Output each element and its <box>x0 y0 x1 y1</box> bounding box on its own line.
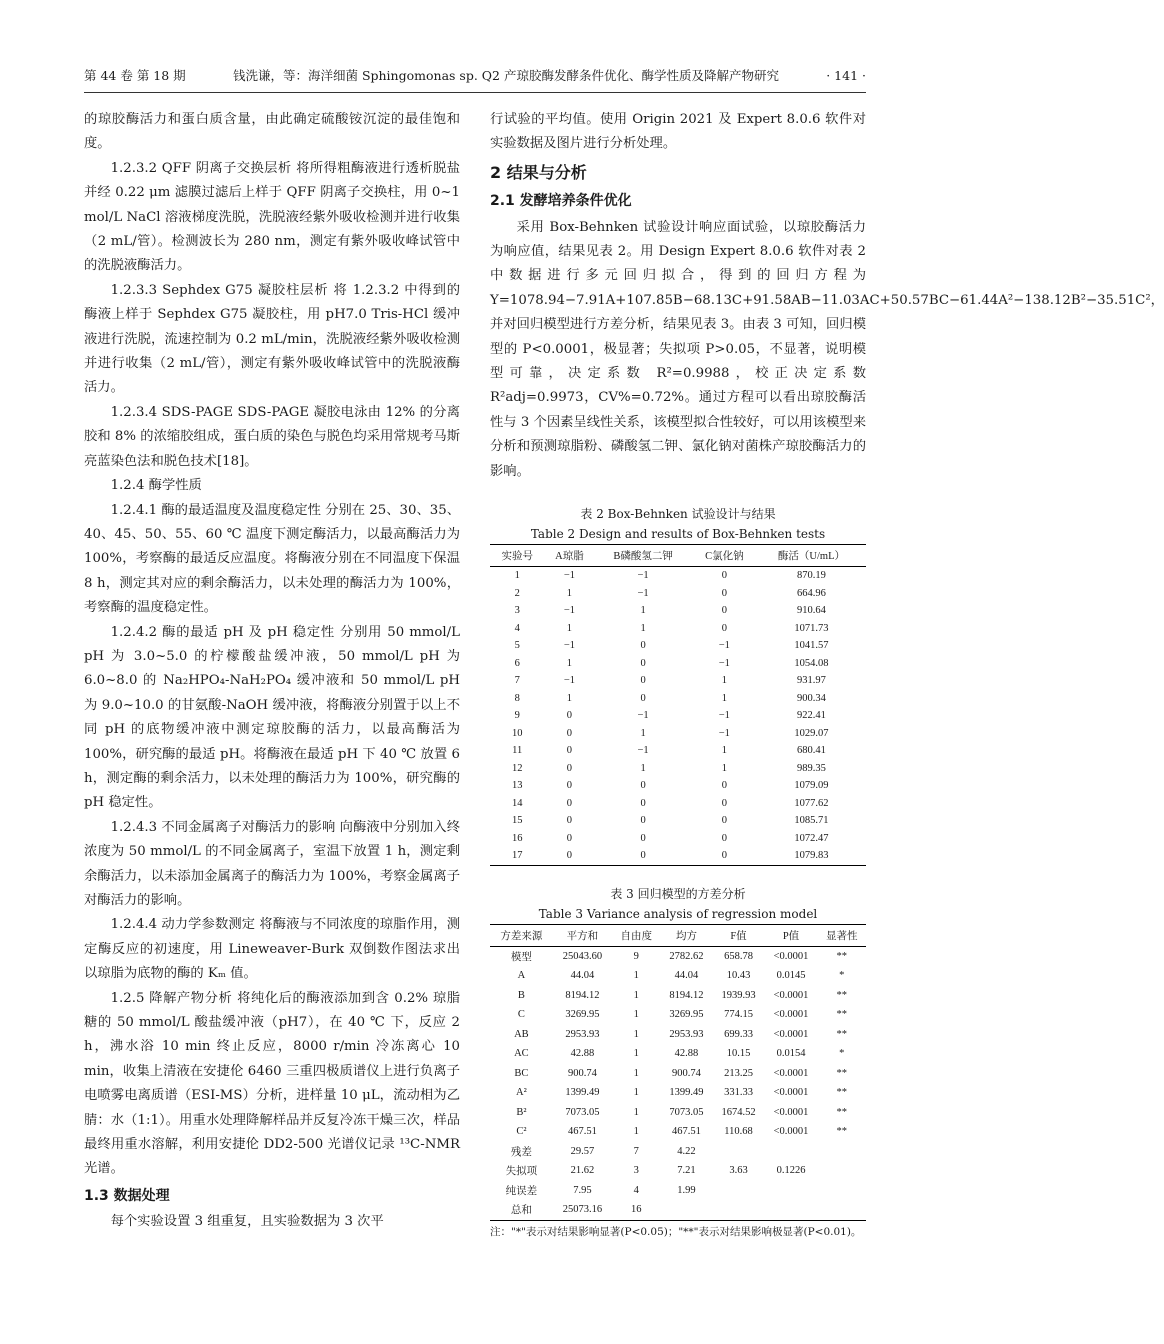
table-cell: 残差 <box>510 1146 532 1158</box>
table-cell: 42.88 <box>674 1048 699 1060</box>
table-cell: 467.51 <box>567 1126 597 1138</box>
table-cell: 1 <box>633 1048 639 1060</box>
table-cell: 1939.93 <box>721 989 756 1001</box>
table-cell: C² <box>516 1126 527 1138</box>
table-cell: −1 <box>718 727 730 739</box>
table-cell: 25043.60 <box>562 950 603 962</box>
table-cell: 5 <box>514 640 520 652</box>
header-page-number: · 141 · <box>826 67 866 83</box>
table-cell: 0 <box>721 587 727 599</box>
table-cell: <0.0001 <box>773 1126 809 1138</box>
table-cell: 1077.62 <box>794 797 829 809</box>
table-row <box>490 1064 866 1084</box>
table-cell: 1 <box>633 1067 639 1079</box>
table-cell: −1 <box>563 640 575 652</box>
table-cell: ** <box>836 1126 847 1138</box>
table-2 <box>490 544 866 866</box>
table3-header: 均方 <box>660 924 712 946</box>
table-cell: 774.15 <box>724 1009 753 1021</box>
table-cell: 7 <box>514 675 520 687</box>
table-cell: 699.33 <box>724 1028 753 1040</box>
table-cell: 1 <box>566 657 573 669</box>
table-cell: 1674.52 <box>721 1106 756 1118</box>
table-cell: 0 <box>566 780 573 792</box>
table-cell: 7.21 <box>677 1165 696 1177</box>
table-cell: 7073.05 <box>565 1106 600 1118</box>
paragraph: 1.2.5 降解产物分析 将纯化后的酶液添加到含 0.2% 琼脂糖的 50 mmol/L 酸盐缓冲液（pH7），在 40 ℃ 下，反应 2 h，沸水浴 10 min 终止反应，8000 r/min 冷冻离心 10 min，收集上清液在安捷伦 6460 三重四极质谱仪上进行负离子电喷雾电离质谱（ESI-MS）分析，进样量 10 μL，流动相为乙腈：水（1:1）。用重水处理降解样品并反复冷冻干燥三次，样品最终用重水溶解，利用安捷伦 DD2-500 光谱仪记录 ¹³C-NMR 光谱。 <box>84 990 460 1177</box>
table-cell: −1 <box>718 710 730 722</box>
table-cell: 3 <box>633 1165 639 1177</box>
table-cell: 0 <box>640 832 646 844</box>
left-column <box>84 108 460 1235</box>
paragraph: 1.2.3.2 QFF 阴离子交换层析 将所得粗酶液进行透析脱盐并经 0.22 μm 滤膜过滤后上样于 QFF 阴离子交换柱，用 0~1 mol/L NaCl 溶液梯度洗脱，洗脱液经紫外吸收检测并进行收集（2 mL/管）。检测波长为 280 nm，测定有紫外吸收峰试管中的洗脱液酶活力。 <box>84 160 460 274</box>
table3-header: 显著性 <box>818 924 867 946</box>
table-cell: 1054.08 <box>794 657 829 669</box>
table-row <box>490 760 866 778</box>
section-heading-1-3: 1.3 数据处理 <box>84 1187 170 1204</box>
table-cell: C <box>517 1009 525 1021</box>
table-cell: 1 <box>721 745 727 757</box>
table-cell: 11 <box>512 745 523 757</box>
table-cell: 0 <box>721 780 727 792</box>
table-cell: 12 <box>511 762 523 774</box>
table2-header: C氯化钠 <box>692 545 757 567</box>
table-row <box>490 1181 866 1201</box>
table-cell: <0.0001 <box>773 1009 809 1021</box>
table-row <box>490 567 866 585</box>
table-cell: 0 <box>640 675 646 687</box>
table-row <box>490 655 866 673</box>
table-cell: 42.88 <box>570 1048 595 1060</box>
table-cell: 658.78 <box>724 950 753 962</box>
paragraph: 行试验的平均值。使用 Origin 2021 及 Expert 8.0.6 软件对实验数据及图片进行分析处理。 <box>490 112 866 152</box>
table-cell: 1 <box>633 1028 639 1040</box>
table-cell: 6 <box>514 657 520 669</box>
table-row <box>490 1005 866 1025</box>
table-cell: 0 <box>640 780 646 792</box>
table-cell <box>713 1142 765 1162</box>
table-cell: 纯误差 <box>505 1185 538 1197</box>
table-cell: −1 <box>637 570 649 582</box>
table-cell: 870.19 <box>797 570 826 582</box>
table-cell: B <box>517 989 525 1001</box>
table-cell: 1 <box>721 692 727 704</box>
paragraph: 1.2.3.3 Sephdex G75 凝胶柱层析 将 1.2.3.2 中得到的酶液上样于 Sephdex G75 凝胶柱，用 pH7.0 Tris-HCl 缓冲液进行洗脱，流速控制为 0.2 mL/min，洗脱液经紫外吸收检测并进行收集（2 mL/管），测定有紫外吸收峰试管中的洗脱液酶活力。 <box>84 282 460 396</box>
table-cell <box>765 1142 818 1162</box>
table-cell <box>818 1142 867 1162</box>
table-cell: −1 <box>718 640 730 652</box>
table-cell: 16 <box>511 832 523 844</box>
table-row <box>490 1142 866 1162</box>
table-cell: 7073.05 <box>669 1106 704 1118</box>
table-cell <box>818 1161 867 1181</box>
table-cell: −1 <box>637 710 649 722</box>
paragraph: 1.2.4.1 酶的最适温度及温度稳定性 分别在 25、30、35、40、45、50、55、60 ℃ 温度下测定酶活力，以最高酶活力为 100%，考察酶的最适反应温度。将酶液分别在不同温度下保温 8 h，测定其对应的剩余酶活力，以未处理的酶活力为 100%，考察酶的温度稳定性。 <box>84 502 460 616</box>
table-cell: 15 <box>511 815 523 827</box>
table-cell: 13 <box>511 780 523 792</box>
table-cell: 989.35 <box>797 762 826 774</box>
table-cell: <0.0001 <box>773 989 809 1001</box>
table-row <box>490 707 866 725</box>
table-cell: 0 <box>640 797 646 809</box>
table-row <box>490 946 866 966</box>
table-cell: 16 <box>612 1200 660 1220</box>
table-cell: 1085.71 <box>794 815 829 827</box>
table-cell: 1 <box>566 587 573 599</box>
table-cell: 1 <box>640 762 646 774</box>
table-cell <box>765 1200 818 1220</box>
table-row <box>490 966 866 986</box>
table-cell: 总和 <box>490 1200 553 1220</box>
table-cell <box>660 1200 712 1220</box>
table-cell: <0.0001 <box>773 950 809 962</box>
table-cell: 1399.49 <box>565 1087 600 1099</box>
paragraph: 1.2.4.3 不同金属离子对酶活力的影响 向酶液中分别加入终浓度为 50 mmol/L 的不同金属离子，室温下放置 1 h，测定剩余酶活力，以未添加金属离子的酶活力为 100%，考察金属离子对酶活力的影响。 <box>84 819 460 908</box>
table-cell: 900.74 <box>567 1067 597 1079</box>
table-cell: 7.95 <box>573 1184 592 1196</box>
table-cell: 8194.12 <box>565 989 600 1001</box>
table-cell: 0 <box>640 692 646 704</box>
table3-header: 自由度 <box>612 924 660 946</box>
table-cell: 680.41 <box>797 745 826 757</box>
table-row <box>490 672 866 690</box>
table-cell: 900.34 <box>797 692 826 704</box>
table-cell: 1072.47 <box>794 832 829 844</box>
table-row <box>490 637 866 655</box>
table-cell: 0 <box>640 657 646 669</box>
table-cell: 10.43 <box>726 970 751 982</box>
table3-header: 平方和 <box>553 924 612 946</box>
table-cell: 3269.95 <box>565 1009 600 1021</box>
table-cell: 0.0145 <box>776 970 806 982</box>
table-cell: 9 <box>633 950 639 962</box>
table-cell: 25073.16 <box>553 1200 612 1220</box>
table-cell <box>713 1181 765 1201</box>
table-cell: 1079.09 <box>794 780 829 792</box>
table2-caption-en: Table 2 Design and results of Box-Behnken tests <box>530 527 826 542</box>
table-row <box>490 1044 866 1064</box>
table-cell: 10.15 <box>726 1048 751 1060</box>
table-cell: ** <box>836 1106 847 1118</box>
table-cell: ** <box>836 989 847 1001</box>
table-cell: ** <box>836 1067 847 1079</box>
table-cell: 1 <box>566 622 573 634</box>
table3-header: 方差来源 <box>490 924 553 946</box>
table-cell: 664.96 <box>797 587 826 599</box>
table-cell: 1 <box>514 570 520 582</box>
table-cell: 0 <box>692 847 757 865</box>
table3-caption-cn: 表 3 回归模型的方差分析 <box>610 886 746 901</box>
table-cell: 1 <box>633 970 639 982</box>
table-row <box>490 742 866 760</box>
table-cell: −1 <box>563 605 575 617</box>
table-cell: 8 <box>514 692 520 704</box>
table-cell: 0 <box>721 605 727 617</box>
table-cell: 1 <box>633 1126 639 1138</box>
table-cell: 910.64 <box>797 605 826 617</box>
table-cell: 1 <box>633 1009 639 1021</box>
table-row <box>490 795 866 813</box>
table-row <box>490 812 866 830</box>
table-cell: 21.62 <box>570 1165 595 1177</box>
table-row <box>490 847 866 865</box>
table-row <box>490 986 866 1006</box>
table-cell: 8194.12 <box>669 989 704 1001</box>
table-cell: 2782.62 <box>669 950 704 962</box>
table-cell: 0 <box>566 762 573 774</box>
table2-header: 实验号 <box>490 545 544 567</box>
table-cell: ** <box>836 1087 847 1099</box>
table-cell: 29.57 <box>570 1145 595 1157</box>
section-heading-2-1: 2.1 发酵培养条件优化 <box>490 193 632 210</box>
table-row <box>490 1161 866 1181</box>
table-cell: 4.22 <box>677 1145 696 1157</box>
table-cell: 2953.93 <box>565 1028 600 1040</box>
table-cell: −1 <box>563 675 575 687</box>
table-cell: <0.0001 <box>773 1067 809 1079</box>
table-cell: * <box>839 970 845 982</box>
table-cell: A² <box>516 1087 527 1099</box>
table-cell: A <box>517 970 526 982</box>
table-cell: AB <box>514 1028 529 1040</box>
table-row <box>490 777 866 795</box>
table-cell: 0 <box>566 797 573 809</box>
table2-header: 酶活（U/mL） <box>757 545 866 567</box>
paragraph: 每个实验设置 3 组重复，且实验数据为 3 次平 <box>110 1214 384 1230</box>
table-cell: 0 <box>640 640 646 652</box>
table-cell <box>765 1181 818 1201</box>
paragraph: 1.2.4.4 动力学参数测定 将酶液与不同浓度的琼脂作用，测定酶反应的初速度，用 Lineweaver-Burk 双倒数作图法求出以琼脂为底物的酶的 Kₘ 值。 <box>84 917 460 982</box>
table3-caption-en: Table 3 Variance analysis of regression model <box>538 906 818 921</box>
table-cell: −1 <box>563 570 575 582</box>
table2-header: B磷酸氢二钾 <box>594 545 691 567</box>
running-header <box>84 64 866 86</box>
table-cell: 931.97 <box>797 675 826 687</box>
table-cell: 1 <box>721 675 727 687</box>
paragraph: 1.2.4.2 酶的最适 pH 及 pH 稳定性 分别用 50 mmol/L pH 为 3.0~5.0 的柠檬酸盐缓冲液，50 mmol/L pH 为 6.0~8.0 的 Na₂HPO₄-NaH₂PO₄ 缓冲液和 50 mmol/L pH 为 9.0~10.0 的甘氨酸-NaOH 缓冲液，将酶液分别置于以上不同 pH 的底物缓冲液中测定琼胶酶的活力，以最高酶活为 100%，研究酶的最适 pH。将酶液在最适 pH 下 40 ℃ 放置 6 h，测定酶的剩余活力，以未处理的酶活力为 100%，研究酶的 pH 稳定性。 <box>84 624 460 811</box>
table-cell <box>818 1181 867 1201</box>
header-rule <box>84 92 866 93</box>
table-cell: 1 <box>640 622 646 634</box>
table-cell: 1 <box>566 692 573 704</box>
table-row <box>490 1103 866 1123</box>
table-cell: 0 <box>721 622 727 634</box>
table-cell: 331.33 <box>724 1087 753 1099</box>
table-cell: 7 <box>633 1145 639 1157</box>
table-cell: 0 <box>566 745 573 757</box>
table-cell: BC <box>514 1067 529 1079</box>
table-row <box>490 620 866 638</box>
table-cell: <0.0001 <box>773 1028 809 1040</box>
table-cell: 1 <box>633 1106 639 1118</box>
table-cell: 1 <box>721 762 727 774</box>
table-cell: ** <box>836 950 847 962</box>
table3-note: 注："*"表示对结果影响显著(P<0.05)；"**"表示对结果影响极显著(P<0.01)。 <box>490 1225 862 1238</box>
table-cell: 1071.73 <box>794 622 829 634</box>
table-cell: <0.0001 <box>773 1106 809 1118</box>
table-cell: * <box>839 1048 845 1060</box>
table-cell: 0 <box>566 727 573 739</box>
table-3 <box>490 924 866 1221</box>
right-column <box>490 108 1164 1239</box>
table2-caption-cn: 表 2 Box-Behnken 试验设计与结果 <box>580 507 776 522</box>
table-row <box>490 602 866 620</box>
table-cell: 1041.57 <box>794 640 829 652</box>
table-cell: 4 <box>633 1184 639 1196</box>
table-cell: 0 <box>721 797 727 809</box>
table-row <box>490 690 866 708</box>
subsection-heading: 1.2.4 酶学性质 <box>110 478 202 494</box>
table-row <box>490 1025 866 1045</box>
table-cell: 0 <box>566 710 573 722</box>
table-cell: 4 <box>514 622 520 634</box>
table3-header: P值 <box>765 924 818 946</box>
table-row <box>490 585 866 603</box>
table-row <box>490 830 866 848</box>
table-cell: 0 <box>721 815 727 827</box>
table-cell: 失拟项 <box>505 1166 538 1178</box>
table-cell: 9 <box>514 710 520 722</box>
table-cell <box>713 1200 765 1220</box>
table-cell: 1079.83 <box>757 847 866 865</box>
table-cell: 0 <box>544 847 594 865</box>
table-cell: 1 <box>633 1087 639 1099</box>
table-cell: 0.0154 <box>776 1048 806 1060</box>
table-cell: 110.68 <box>724 1126 753 1138</box>
table-cell: 10 <box>511 727 523 739</box>
table-cell: 1.99 <box>677 1184 696 1196</box>
table-cell: −1 <box>637 587 649 599</box>
table-cell: B² <box>516 1106 527 1118</box>
table2-header: A琼脂 <box>544 545 594 567</box>
table-cell: 1 <box>640 727 646 739</box>
table-cell: 3269.95 <box>669 1009 704 1021</box>
table-cell: 2953.93 <box>669 1028 704 1040</box>
table-cell: 14 <box>511 797 523 809</box>
paragraph: 1.2.3.4 SDS-PAGE SDS-PAGE 凝胶电泳由 12% 的分离胶和 8% 的浓缩胶组成，蛋白质的染色与脱色均采用常规考马斯亮蓝染色法和脱色技术[18]。 <box>84 404 460 469</box>
paragraph: 采用 Box-Behnken 试验设计响应面试验，以琼胶酶活力为响应值，结果见表 2。用 Design Expert 8.0.6 软件对表 2 中数据进行多元回归拟合，得到的回归方程为 Y=1078.94−7.91A+107.85B−68.13C+91.58AB−11.03AC+50.57BC−61.44A²−138.12B²−35.51C²，并对回归模型进行方差分析，结果见表 3。由表 3 可知，回归模型的 P<0.0001，极显著；失拟项 P>0.05，不显著，说明模型可靠，决定系数 R²=0.9988，校正决定系数 R²adj=0.9973，CV%=0.72%。通过方程可以看出琼胶酶活性与 3 个因素呈线性关系，该模型拟合性较好，可以用该模型来分析和预测琼脂粉、磷酸氢二钾、氯化钠对菌株产琼胶酶活力的影响。 <box>490 219 1164 479</box>
table-cell: <0.0001 <box>773 1087 809 1099</box>
table-cell: AC <box>514 1048 529 1060</box>
table-cell: 0.1226 <box>776 1165 806 1177</box>
table-cell: 213.25 <box>724 1067 753 1079</box>
table-cell: 0 <box>721 832 727 844</box>
table-cell: ** <box>836 1028 847 1040</box>
table-cell: 0 <box>594 847 691 865</box>
table-cell: 1029.07 <box>794 727 829 739</box>
table-row <box>490 1200 866 1220</box>
table-cell: 467.51 <box>672 1126 701 1138</box>
table-cell: 44.04 <box>674 970 699 982</box>
table-row <box>490 1122 866 1142</box>
header-volume: 第 44 卷 第 18 期 <box>84 68 186 83</box>
table-cell: −1 <box>637 745 649 757</box>
paragraph: 的琼胶酶活力和蛋白质含量，由此确定硫酸铵沉淀的最佳饱和度。 <box>84 112 460 152</box>
table-cell: 44.04 <box>570 970 595 982</box>
table-cell: 0 <box>640 815 646 827</box>
table-cell: 模型 <box>510 951 532 963</box>
table-cell: 900.74 <box>672 1067 701 1079</box>
table-cell: 3 <box>514 605 520 617</box>
table-cell <box>818 1200 867 1220</box>
table-cell: 3.63 <box>729 1165 748 1177</box>
table-cell: 0 <box>721 570 727 582</box>
header-title: 钱洗谦，等：海洋细菌 Sphingomonas sp. Q2 产琼胶酶发酵条件优化、酶学性质及降解产物研究 <box>232 68 779 83</box>
table-cell: ** <box>836 1009 847 1021</box>
table-cell: 922.41 <box>797 710 826 722</box>
table-cell: 1399.49 <box>669 1087 704 1099</box>
table-cell: −1 <box>718 657 730 669</box>
table-cell: 0 <box>566 815 573 827</box>
table-cell: 0 <box>566 832 573 844</box>
table-cell: 1 <box>633 989 639 1001</box>
table3-header: F值 <box>713 924 765 946</box>
table-cell: 2 <box>514 587 520 599</box>
table-row <box>490 1083 866 1103</box>
table-cell: 17 <box>490 847 544 865</box>
table-row <box>490 725 866 743</box>
section-heading-2: 2 结果与分析 <box>490 162 587 182</box>
table-cell: 1 <box>640 605 646 617</box>
